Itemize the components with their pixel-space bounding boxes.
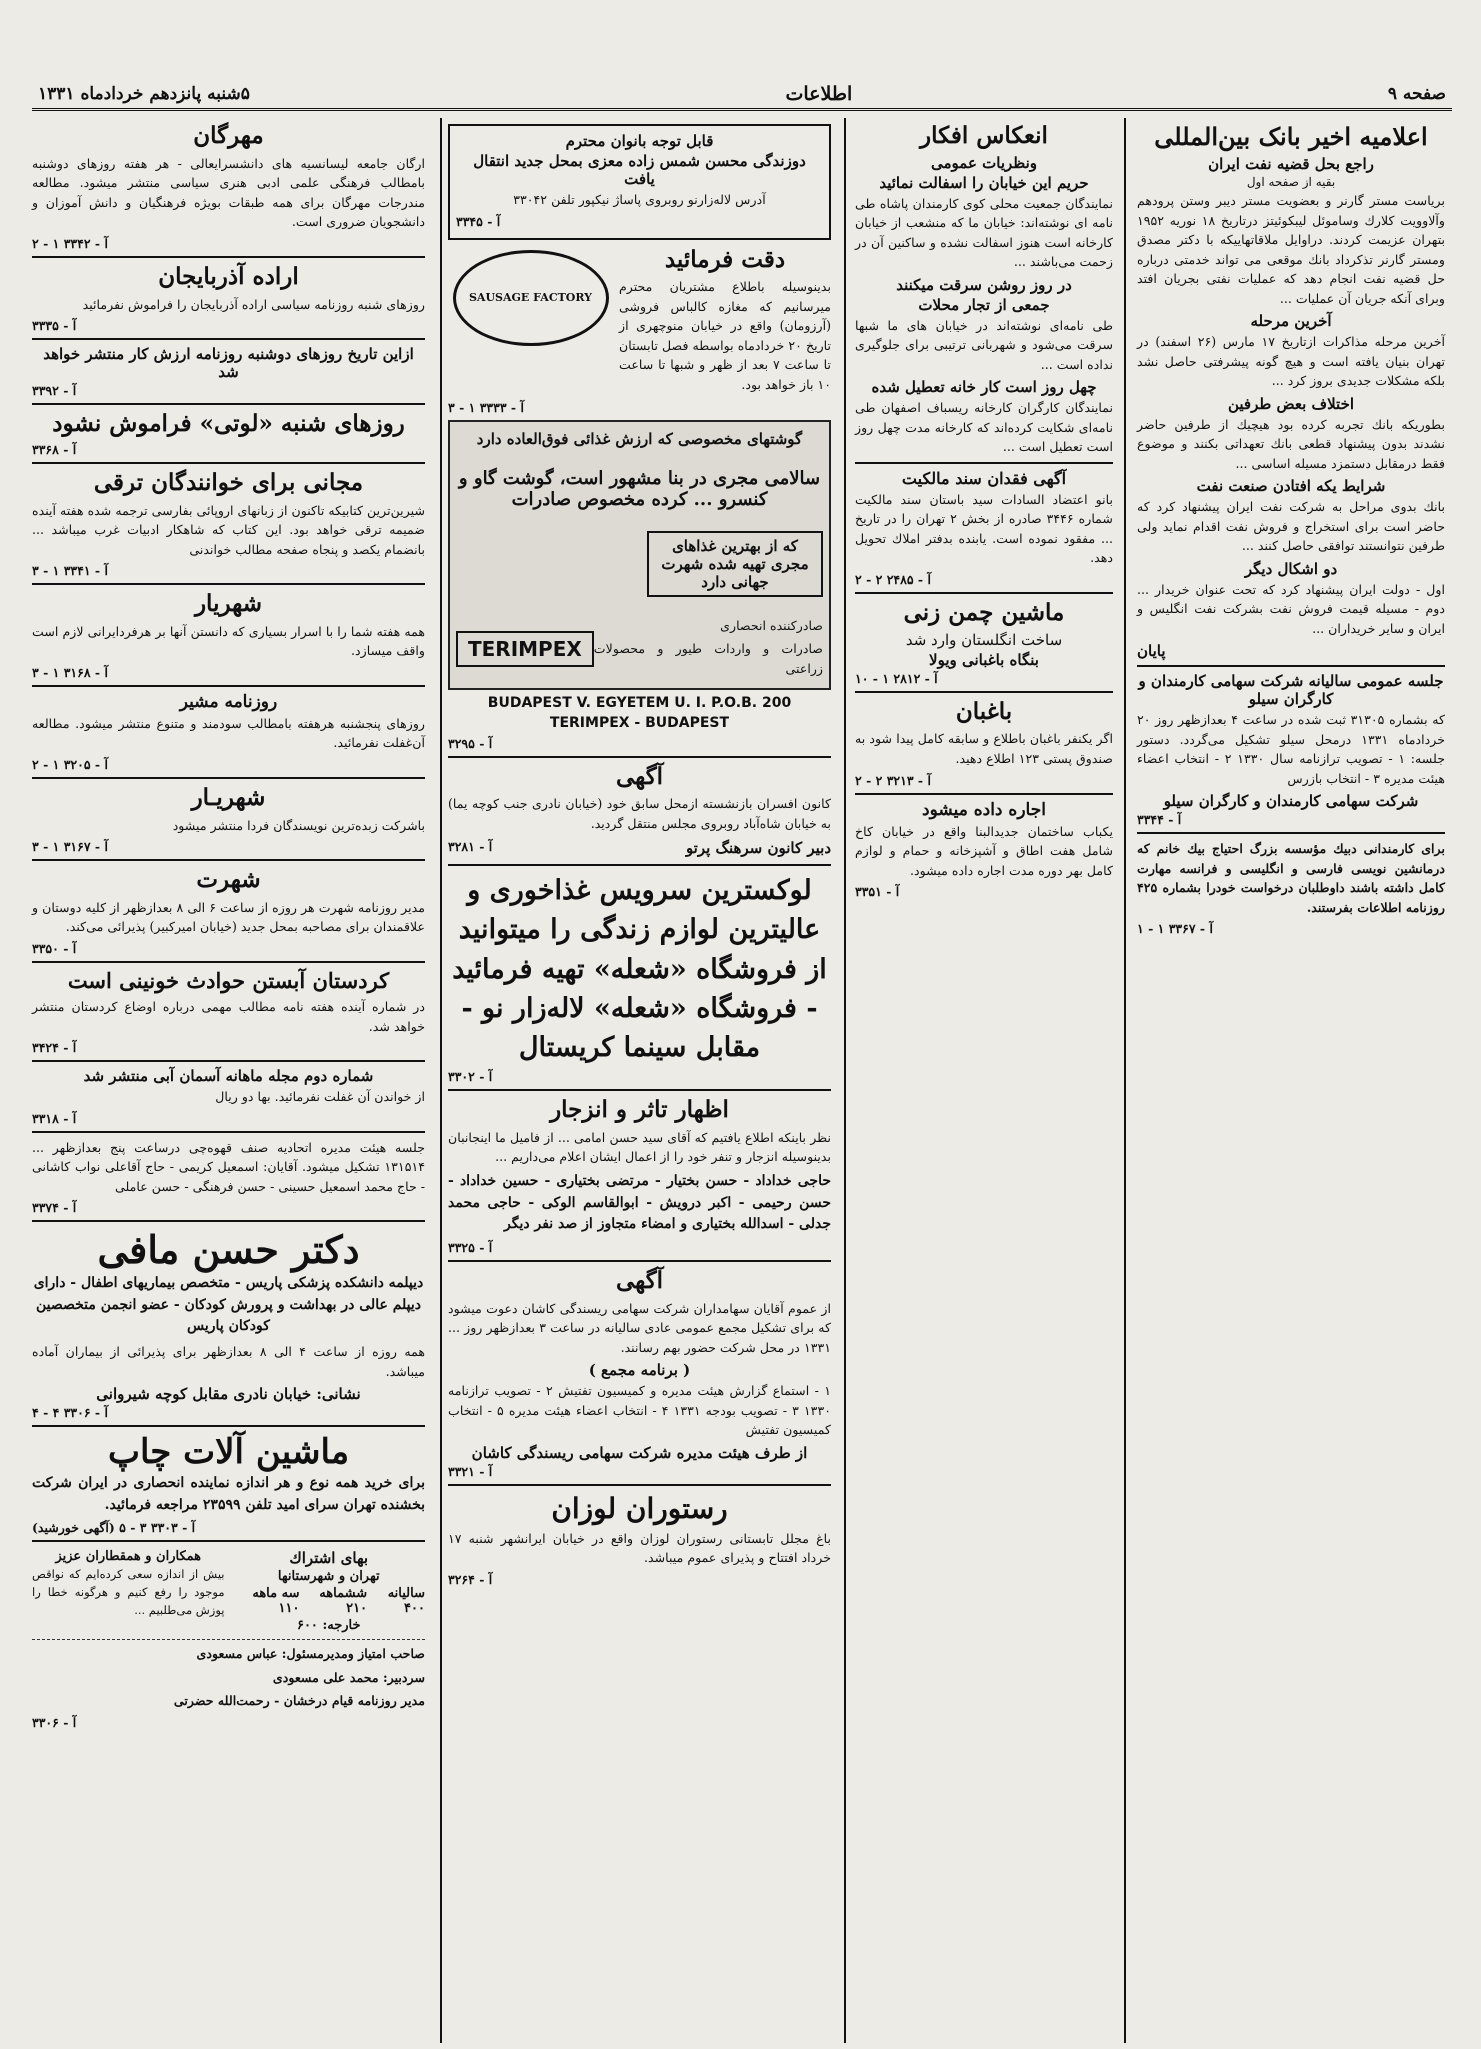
section-heading: شرایط یکه افتادن صنعت نفت xyxy=(1196,477,1386,496)
divider xyxy=(855,462,1113,464)
paper-name: اطلاعات xyxy=(785,83,853,105)
divider xyxy=(448,1260,831,1262)
price-quarter: سه ماهه ۱۱۰ xyxy=(252,1586,300,1617)
colleagues-note xyxy=(32,1547,225,1635)
divider xyxy=(32,1540,425,1542)
notice-title: آگهی xyxy=(615,1266,664,1294)
column-divider xyxy=(844,118,846,2043)
ad-code: آ - ۳۳۰۶ xyxy=(32,1714,77,1730)
ad-body: برای خرید همه نوع و هر اندازه نماینده انحصاری در ایران شرکت بخشنده تهران سرای امید تلفن ۲۳۵۹۹ مراجعه فرمائید. xyxy=(32,1474,425,1513)
notice-title: شهریـار xyxy=(191,783,266,811)
notice-body: دوزندگی محسن شمس زاده معزی بمحل جدید انتقال یافت xyxy=(473,152,806,188)
notice-body: همه هفته شما را با اسرار بسیاری که دانستن آنها بر هرفردایرانی لازم است واقف میسازد. xyxy=(32,623,425,659)
ad-code: آ - ۲۸۱۲ ۱ - ۱۰ xyxy=(855,670,938,686)
notice-signature: از طرف هیئت مدیره شرکت سهامی ریسندگی کاشان xyxy=(471,1443,808,1462)
ad-body: اگر یکنفر باغبان باطلاع و سابقه کامل پیدا شود به صندوق پستی ۱۲۳ اطلاع دهید. xyxy=(855,731,1113,766)
article-body: بانك بدوی مراحل به شرکت نفت ایران پیشنهاد کرد که حاضر است برای استخراج و فروش نفت اقدام نماید ولی طرفین نتوانستند توافقی حاصل کنند ... xyxy=(1137,499,1445,554)
sausage-notice xyxy=(448,244,831,399)
ad-code: آ - ۳۳۳۵ xyxy=(32,318,77,334)
notice-body: که بشماره ۳۱۳۰۵ ثبت شده در ساعت ۴ بعدازظهر روز ۲۰ خردادماه ۱۳۳۱ درمحل سیلو تشکیل می‌گردد. دستور جلسه: ۱ - تصویب ترازنامه سال ۱۳۳۰ ۲ - انتخاب اعضاء هیئت مدیره ۳ - انتخاب بازرس xyxy=(1137,712,1445,786)
agenda-list: ۱ - استماع گزارش هیئت مدیره و کمیسیون تفتیش ۲ - تصویب ترازنامه ۱۳۳۰ ۳ - تصویب بودجه ۱۳۳۱ ۴ - انتخاب اعضاء هیئت مدیره ۵ - انتخاب کمیسیون تفتیش xyxy=(448,1383,831,1438)
notice-body: جلسه هیئت مدیره اتحادیه صنف قهوه‌چی درساعت پنج بعدازظهر ... ۱۳۱۵۱۴ تشکیل میشود. آقایان: اسمعیل کریمی - حاج آقاعلی نواب کاشانی - حاج محمد اسمعیل حسینی - حسن فرهنگی - حسن عاملی xyxy=(32,1139,425,1194)
divider xyxy=(1137,665,1445,667)
ad-code: آ - ۳۳۳۳ ۱ - ۳ xyxy=(448,400,524,416)
ad-exporter-desc: صادرات و واردات طیور و محصولات زراعتی xyxy=(593,641,823,676)
divider xyxy=(448,1089,831,1091)
column-public-opinion xyxy=(849,120,1119,2030)
notice-body: روزهای شنبه روزنامه سیاسی اراده آذربایجان را فراموش نفرمائید xyxy=(82,296,425,312)
divider xyxy=(32,1220,425,1222)
editor-line: سردبیر: محمد علی مسعودی xyxy=(272,1669,425,1685)
note-title: همکاران و همقطاران عزیز xyxy=(55,1549,202,1565)
divider xyxy=(855,592,1113,594)
notice-title: جلسه عمومی سالیانه شرکت سهامی کارمندان و کارگران سیلو xyxy=(1138,672,1444,709)
section-heading: آخرین مرحله xyxy=(1250,312,1332,331)
article-title: اعلامیه اخیر بانک بین‌المللی xyxy=(1154,122,1428,151)
continuation-note: بقیه از صفحه اول xyxy=(1246,175,1336,189)
ad-code: آ - ۳۳۲۵ xyxy=(448,1239,493,1255)
divider xyxy=(855,793,1113,795)
ad-title: اجاره داده میشود xyxy=(922,799,1046,820)
page-header xyxy=(32,80,1452,111)
ad-code: آ - ۳۱۶۸ ۱ - ۳ xyxy=(32,664,108,680)
ad-code: آ - ۳۳۵۱ xyxy=(855,884,900,900)
restaurant-body: باغ مجلل تابستانی رستوران لوزان واقع در خیابان ایرانشهر شنبه ۱۷ خرداد افتتاح و پذیرای عموم میباشد. xyxy=(448,1530,831,1566)
notice-body: از عموم آقایان سهامداران شرکت سهامی ریسندگی کاشان دعوت میشود که برای تشکیل مجمع عمومی عادی سالیانه در ساعت ۳ بعدازظهر روز ... ۱۳۳۱ در محل شرکت حضور بهم رسانند. xyxy=(448,1300,831,1355)
tailor-notice xyxy=(448,124,831,240)
article-body: بطوریکه بانك تجربه کرده بود هیچیك از طرفین حاضر نشدند بدون پیشنهاد قطعی بانك تعهداتی بکنند و موضوع فقط درمقابل دستمزد مسیله اساسی ... xyxy=(1137,416,1445,471)
publisher-line: صاحب امتیاز ومدیرمسئول: عباس مسعودی xyxy=(196,1646,425,1662)
letter-body: طی نامه‌ای نوشته‌اند در خیابان های ما شبها سرقت می‌شود و شهربانی ترتیبی برای جلوگیری نداده است ... xyxy=(855,317,1113,372)
notice-signatures: حاجی خداداد - حسن بختیار - مرتضی بختیاری - حسین خداداد - حسن رحیمی - اکبر درویش - ابوالقاسم الوکی - حاجی محمد جدلی - اسدالله بختیاری و امضاء متجاوز از صد نفر دیگر xyxy=(448,1172,831,1233)
doctor-hours: همه روزه از ساعت ۴ الی ۸ بعدازظهر برای پذیرائی از بیماران آماده میباشد. xyxy=(32,1343,425,1379)
notice-signature: شرکت سهامی کارمندان و کارگران سیلو xyxy=(1163,792,1419,811)
ad-code: آ - ۳۳۹۲ xyxy=(32,383,77,399)
column-bank-statement xyxy=(1131,120,1451,2030)
ad-code: آ - ۳۳۰۶ ۴ - ۴ xyxy=(32,1405,108,1421)
ad-code: آ - ۳۲۶۴ xyxy=(448,1571,493,1587)
notice-title: اظهار تاثر و انزجار xyxy=(550,1096,729,1124)
notice-signature: دبیر کانون سرهنگ پرتو xyxy=(685,839,831,858)
ad-code: آ - ۳۴۲۴ xyxy=(32,1040,77,1056)
divider xyxy=(32,961,425,963)
notice-body: کانون افسران بازنشسته ازمحل سابق خود (خیابان نادری جنب کوچه یما) به خیابان شاه‌آباد روبروی مجلس منتقل گردید. xyxy=(448,796,831,831)
divider xyxy=(32,685,425,687)
letter-heading: حریم این خیابان را اسفالت نمائید xyxy=(879,173,1089,192)
divider xyxy=(32,1131,425,1133)
ad-title: ماشین آلات چاپ xyxy=(107,1432,350,1473)
price-yearly: سالیانه ۴۰۰ xyxy=(387,1586,425,1617)
letter-heading: در روز روشن سرقت میکنند xyxy=(896,275,1072,294)
notice-body: مدیر روزنامه شهرت هر روزه از ساعت ۶ الی ۸ بعدازظهر از کلیه دوستان و علاقمندان برای مصاحبه بمحل جدید (خیابان امیرکبیر) پذیرائی می‌کند. xyxy=(32,899,425,935)
article-subtitle: راجع بحل قضیه نفت ایران xyxy=(1208,155,1374,173)
note-body: بیش از اندازه سعی کرده‌ایم که نواقص موجود را رفع کنیم و هرگونه خطا را پوزش می‌طلبیم ... xyxy=(32,1567,225,1617)
letter-heading: چهل روز است کار خانه تعطیل شده xyxy=(871,378,1097,397)
divider xyxy=(32,462,425,464)
manager-line: مدیر روزنامه قیام درخشان - رحمت‌الله حضرتی xyxy=(173,1693,425,1709)
notice-body: بانو اعتضاد السادات سید باستان سند مالکیت شماره ۳۴۴۶ صادره از بخش ۲ تهران را در تاریخ ... مفقود نموده است. یابنده بدفتر املاك تحویل دهد. xyxy=(855,491,1113,566)
notice-body: بدینوسیله باطلاع مشتریان محترم میرسانیم که مغازه کالباس فروشی (آرزومان) واقع در خیابان منوچهری از تاریخ ۲۰ خردادماه بواسطه فصل تابستان تا ساعت ۷ بعد از ظهر و شبها تا ساعت ۱۰ باز خواهد بود. xyxy=(619,279,832,392)
divider xyxy=(32,1060,425,1062)
notice-title: کردستان آبستن حوادث خونینی است xyxy=(67,967,390,993)
restaurant-title: رستوران لوزان xyxy=(551,1491,728,1525)
notice-title: شهریار xyxy=(194,590,263,618)
notice-title: آگهی فقدان سند مالکیت xyxy=(901,468,1067,488)
ad-code: آ - ۳۳۲۱ xyxy=(448,1463,493,1479)
ad-code: آ - ۳۳۶۷ ۱ - ۱ xyxy=(1137,921,1213,937)
divider xyxy=(448,1484,831,1486)
notice-title: ازاین تاریخ روزهای دوشنبه روزنامه ارزش کار منتشر خواهد شد xyxy=(43,345,414,382)
notice-body: شیرین‌ترین کتابیکه تاکنون از زبانهای اروپائی بفارسی ترجمه شده هفته آینده ضمیمه ترقی خواهد بود. این کتاب که شاهکار ادبیات غرب میباشد ... بانضمام یکصد و پنجاه صفحه مطالب خواندنی xyxy=(32,502,425,557)
notice-title: مهرگان xyxy=(193,122,264,149)
ad-code: آ - ۳۱۶۷ ۱ - ۳ xyxy=(32,839,108,855)
article-body: بریاست مستر گارنر و بعضویت مستر دیبر وستن پرودهم وآلاوویت کلارك وساموئل لیبکوئیتز درتاریخ ۱۸ نوریه ۱۹۵۲ بتهران عزیمت کردند. دراوایل ملاقاتهاییکه با دکتر مصدق ومستر گارنر تذکرداد بانك موقعی می تواند خدمتی درباره حل قضیه نفت انجام دهد که عملیات نفتی بجریان افتد وبرای آنکه جریان آن عملیات ... xyxy=(1137,193,1445,306)
ad-code: آ - ۳۳۱۸ xyxy=(32,1110,77,1126)
notice-body: ارگان جامعه لیسانسیه های دانشسرایعالی - هر هفته روزهای دوشنبه بامطالب فرهنگی علمی ادبی هنری سیاسی منتشر میشود. مطالعه مندرجات مهرگان برای همه طبقات بویژه فرهنگیان و دانش آموزان و دانشجویان ضروری است. xyxy=(32,155,425,230)
notice-title: آگهی xyxy=(615,762,664,790)
issue-date: ۵شنبه پانزدهم خردادماه ۱۳۳۱ xyxy=(38,84,250,104)
ad-code: آ - ۳۳۴۵ xyxy=(456,213,501,229)
ad-shop: بنگاه باغبانی ویولا xyxy=(929,650,1039,669)
ad-code: آ - ۳۲۹۵ xyxy=(448,735,493,751)
section-title: انعکاس افکار xyxy=(920,122,1048,149)
notice-title: شهرت xyxy=(196,866,261,894)
notice-title: مجانی برای خوانندگان ترقی xyxy=(93,468,364,496)
divider xyxy=(1137,832,1445,834)
ad-body: سالامی مجری در بنا مشهور است، گوشت گاو و کنسرو ... کرده مخصوص صادرات xyxy=(458,467,821,510)
letter-heading: جمعی از تجار محلات xyxy=(918,295,1050,314)
ad-code: آ - ۳۲۰۵ ۱ - ۲ xyxy=(32,756,108,772)
price-foreign: خارجه: ۶۰۰ xyxy=(296,1618,361,1634)
ad-code: آ - ۳۳۶۸ xyxy=(32,441,77,457)
divider xyxy=(448,864,831,866)
divider xyxy=(32,777,425,779)
agenda-heading: ( برنامه مجمع ) xyxy=(588,1361,691,1380)
shoeleh-store-ad: لوکسترین سرویس غذاخوری و عالیترین لوازم زندگی را میتوانید از فروشگاه «شعله» تهیه فرمائید - فروشگاه «شعله» لاله‌زار نو - مقابل سینما کریستال xyxy=(452,875,827,1063)
ad-code: آ - ۳۳۷۴ xyxy=(32,1200,77,1216)
end-marker: پایان xyxy=(1137,642,1166,661)
section-subtitle: ونظریات عمومی xyxy=(931,153,1037,172)
divider xyxy=(448,756,831,758)
ad-code: آ - ۳۳۵۰ xyxy=(32,940,77,956)
divider xyxy=(855,691,1113,693)
section-heading: دو اشکال دیگر xyxy=(1244,559,1338,578)
column-divider xyxy=(1124,118,1126,2043)
ad-body: یکباب ساختمان جدیدالبنا واقع در خیابان کاخ شامل هفت اطاق و آشپزخانه و حمام و لوازم کامل بهر دوره مدت اجاره داده میشود. xyxy=(855,823,1113,878)
ad-exporter-label: صادرکننده انحصاری xyxy=(720,617,823,633)
ad-code: آ - ۳۳۰۳ ۳ - ۵ (آگهی خورشید) xyxy=(32,1520,196,1536)
article-body: آخرین مرحله مذاکرات ازتاریخ ۱۷ مارس (۲۶ اسفند) در تهران بنیان یافته است و هیچ گونه پیشرفتی حاصل نشد بلکه مشکلات جدیدی بروز کرد ... xyxy=(1137,334,1446,389)
subscription-box xyxy=(233,1547,426,1635)
terimpex-ad xyxy=(448,420,831,690)
ad-code: آ - ۳۲۸۱ xyxy=(448,839,493,855)
notice-title: دقت فرمائید xyxy=(664,245,786,273)
doctor-name: دکتر حسن مافی xyxy=(97,1227,360,1273)
letter-body: نمایندگان کارگران کارخانه ریسباف اصفهان طی نامه‌ای شکایت کرده‌اند که کارخانه مدت چهل روز است تعطیل است ... xyxy=(855,400,1113,455)
notice-title: شماره دوم مجله ماهانه آسمان آبی منتشر شد xyxy=(83,1067,374,1086)
ad-head: گوشتهای مخصوصی که ارزش غذائی فوق‌العاده دارد xyxy=(476,430,803,449)
divider xyxy=(32,338,425,340)
divider xyxy=(32,1425,425,1427)
ad-code: آ - ۳۳۴۲ ۱ - ۲ xyxy=(32,235,108,251)
doctor-credentials: دیپلمه دانشکده پزشکی پاریس - متخصص بیماریهای اطفال - دارای دیپلم عالی در بهداشت و پرورش کودکان - عضو انجمن متخصصین کودکان پاریس xyxy=(33,1274,424,1335)
notice-body: روزهای پنجشنبه هرهفته بامطالب سودمند و متنوع منتشر میشود. مطالعه آن‌غفلت نفرمائید. xyxy=(32,715,425,751)
subscription-title: بهای اشتراك xyxy=(289,1549,369,1568)
article-body: اول - دولت ایران پیشنهاد کرد که تحت عنوان خریدار ... دوم - مسیله قیمت فروش نفت بشرکت نفت انگلیس و ایران و سایر خریداران ... xyxy=(1137,581,1445,636)
divider xyxy=(32,403,425,405)
notice-body: باشرکت زبده‌ترین نویسندگان فردا منتشر میشود xyxy=(172,817,425,833)
notice-title: روزهای شنبه «لوتی» فراموش نشود xyxy=(52,410,405,438)
divider xyxy=(32,1639,425,1640)
notice-body: در شماره آینده هفته نامه مطالب مهمی درباره اوضاع کردستان منتشر خواهد شد. xyxy=(32,999,425,1034)
ad-title: باغبان xyxy=(955,697,1013,725)
divider xyxy=(32,583,425,585)
ad-code: آ - ۳۲۱۳ ۲ - ۲ xyxy=(855,772,931,788)
ad-code: آ - ۳۳۰۲ xyxy=(448,1069,493,1085)
notice-title: روزنامه مشیر xyxy=(179,691,278,712)
divider xyxy=(32,256,425,258)
section-heading: اختلاف بعض طرفین xyxy=(1227,394,1355,413)
ad-code: آ - ۳۳۴۴ xyxy=(1137,812,1182,828)
letter-body: نمایندگان جمعیت محلی کوی کارمندان پاشاه طی نامه ای نوشته‌اند: خیابان ما که منشعب از خیابان کارخانه است هنوز اسفالت نشده و ساکنین آن در زحمت می‌باشند ... xyxy=(855,195,1113,270)
address-line: BUDAPEST V. EGYETEM U. I. P.O.B. 200 xyxy=(487,695,792,712)
page-number: صفحه ۹ xyxy=(1387,84,1446,104)
subscription-subtitle: تهران و شهرستانها xyxy=(277,1569,380,1585)
job-ad-body: برای کارمندانی دبیك مؤسسه بزرگ احتیاج بیك خانم که درمانشین نویسی فارسی و انگلیسی و فرانسه مهارت کامل داشته باشند داوطلبان درخواست خودرا بشماره ۴۲۵ روزنامه اطلاعات بفرستند. xyxy=(1137,841,1445,915)
brand-name: TERIMPEX xyxy=(456,631,594,667)
notice-body: نظر باینکه اطلاع یافتیم که آقای سید حسن امامی ... از فامیل ما اینجانبان بدینوسیله انزجار و تنفر خود را از اعمال ایشان اعلام می‌داریم ... xyxy=(448,1129,831,1165)
notice-body: از خواندن آن غفلت نفرمائید. بها دو ریال xyxy=(215,1089,425,1105)
column-advertisements xyxy=(442,120,837,2030)
divider xyxy=(32,859,425,861)
doctor-address: نشانی: خیابان نادری مقابل کوچه شیروانی xyxy=(96,1385,361,1404)
notice-title: قابل توجه بانوان محترم xyxy=(565,132,714,150)
ad-code: آ - ۲۴۸۵ ۲ - ۲ xyxy=(855,571,931,587)
ad-code: آ - ۳۳۴۱ ۱ - ۳ xyxy=(32,563,108,579)
ad-title: ماشین چمن زنی xyxy=(903,598,1065,626)
notice-title: اراده آذربایجان xyxy=(158,262,299,290)
address-line: TERIMPEX - BUDAPEST xyxy=(549,714,730,731)
sausage-factory-logo xyxy=(453,250,609,346)
logo-text: SAUSAGE FACTORY xyxy=(468,291,593,305)
ad-box: که از بهترین غذاهای مجری تهیه شده شهرت جهانی دارد xyxy=(647,531,823,597)
column-press-notices xyxy=(26,120,431,2030)
notice-address: آدرس لاله‌زارنو روبروی پاساژ نیکپور تلفن ۳۳۰۴۲ xyxy=(513,192,766,207)
ad-body: ساخت انگلستان وارد شد xyxy=(905,630,1063,649)
price-halfyear: ششماهه ۲۱۰ xyxy=(319,1586,368,1617)
